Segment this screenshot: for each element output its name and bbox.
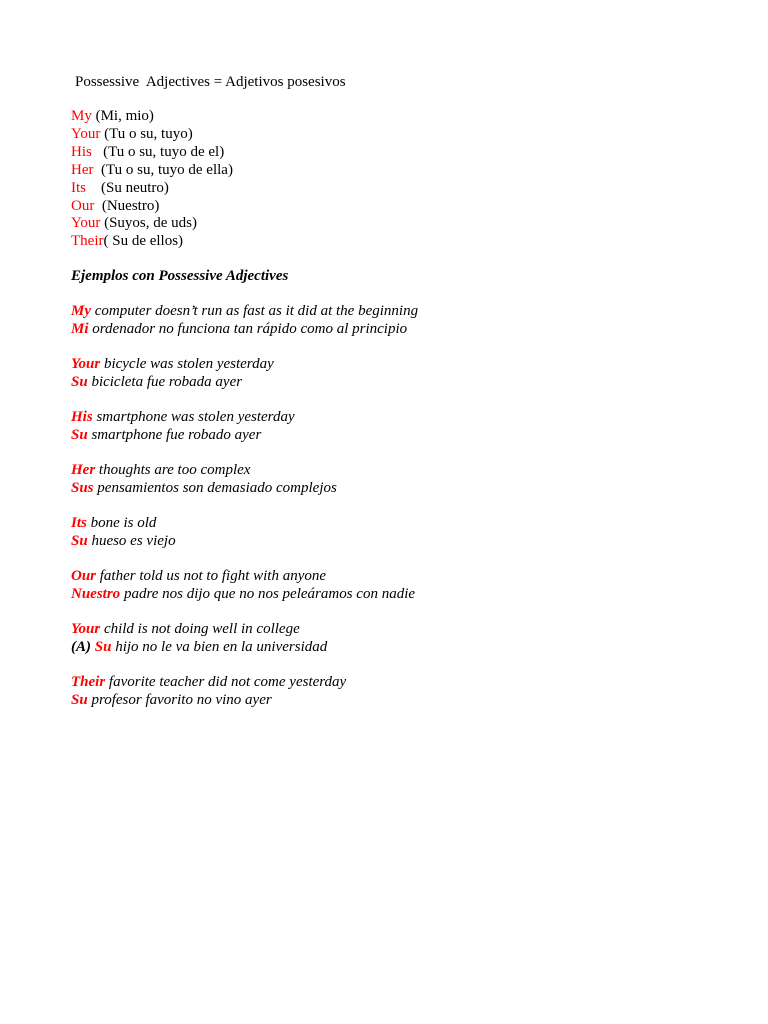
example-possessive-es: Su [71,692,88,709]
example-pair [71,461,711,497]
possessive-gloss: (Tu o su, tuyo) [100,125,193,142]
example-english-text: smartphone was stolen yesterday [92,409,295,426]
list-item [71,215,711,233]
possessive-word: My [71,108,92,124]
example-english-text: favorite teacher did not come yesterday [105,674,347,691]
possessive-word: Her [71,161,94,178]
example-english [71,302,711,320]
example-pair [71,355,711,391]
possessive-list [71,108,711,251]
example-possessive-es: Su [71,533,88,550]
example-possessive-en: Its [71,515,87,532]
example-english [71,355,711,373]
example-spanish [71,585,711,603]
example-spanish [71,638,711,656]
example-english-text: child is not doing well in college [100,621,300,638]
example-possessive-es: Su [71,427,88,444]
example-spanish [71,426,711,444]
example-possessive-en: Their [71,674,106,691]
possessive-word: Our [71,197,95,214]
example-pair [71,302,711,338]
example-pair [71,408,711,444]
example-english [71,461,711,479]
example-possessive-en: His [71,409,93,426]
possessive-gloss: (Mi, mio) [91,108,154,124]
examples-heading: Ejemplos con Possessive Adjectives [71,268,289,285]
example-english [71,673,711,691]
example-english-text: bicycle was stolen yesterday [100,356,274,373]
example-spanish-text: ordenador no funciona tan rápido como al principio [88,321,408,338]
list-item [71,108,711,126]
possessive-word: Its [71,179,86,196]
example-spanish-text: profesor favorito no vino ayer [87,692,272,709]
example-possessive-en: Our [71,568,97,585]
example-english [71,514,711,532]
example-spanish [71,373,711,391]
example-possessive-en: Your [71,621,101,638]
example-english-text: bone is old [86,515,157,532]
possessive-gloss: (Tu o su, tuyo de ella) [93,161,233,178]
example-english [71,567,711,585]
example-english [71,408,711,426]
page-title: Possessive Adjectives = Adjetivos posesivos [75,74,346,90]
possessive-gloss: (Suyos, de uds) [100,215,197,232]
example-spanish [71,532,711,550]
example-english-text: computer doesn’t run as fast as it did at the beginning [91,303,419,320]
possessive-gloss: ( Su de ellos) [103,233,184,250]
example-prefix: (A) [71,639,95,656]
example-english-text: father told us not to fight with anyone [96,568,327,585]
example-spanish-text: hueso es viejo [87,533,176,550]
possessive-word: His [71,143,92,160]
list-item [71,233,711,251]
example-possessive-en: My [71,303,91,320]
example-pair [71,514,711,550]
list-item [71,144,711,162]
example-spanish-text: smartphone fue robado ayer [87,427,262,444]
example-spanish-text: padre nos dijo que no nos peleáramos con nadie [120,586,416,603]
list-item [71,198,711,216]
possessive-gloss: (Nuestro) [94,197,160,214]
example-spanish [71,320,711,338]
example-possessive-en: Your [71,356,101,373]
example-possessive-en: Her [71,462,96,479]
list-item [71,180,711,198]
document-page [71,72,711,709]
example-spanish [71,479,711,497]
list-item [71,162,711,180]
possessive-word: Their [71,233,104,250]
possessive-word: Your [71,125,101,142]
possessive-gloss: (Su neutro) [86,179,169,196]
example-spanish-text: hijo no le va bien en la universidad [111,639,328,656]
list-item [71,126,711,144]
example-possessive-es: Mi [71,321,89,338]
possessive-word: Your [71,215,101,232]
example-pair [71,567,711,603]
example-pair [71,620,711,656]
example-possessive-es: Sus [71,480,94,497]
example-possessive-es: Su [71,374,88,391]
possessive-gloss: (Tu o su, tuyo de el) [91,143,225,160]
example-english-text: thoughts are too complex [95,462,251,479]
example-english [71,620,711,638]
example-spanish [71,691,711,709]
example-spanish-text: pensamientos son demasiado complejos [93,480,337,497]
example-spanish-text: bicicleta fue robada ayer [87,374,243,391]
example-possessive-es: Su [94,639,112,656]
example-pair [71,673,711,709]
example-possessive-es: Nuestro [71,586,121,603]
